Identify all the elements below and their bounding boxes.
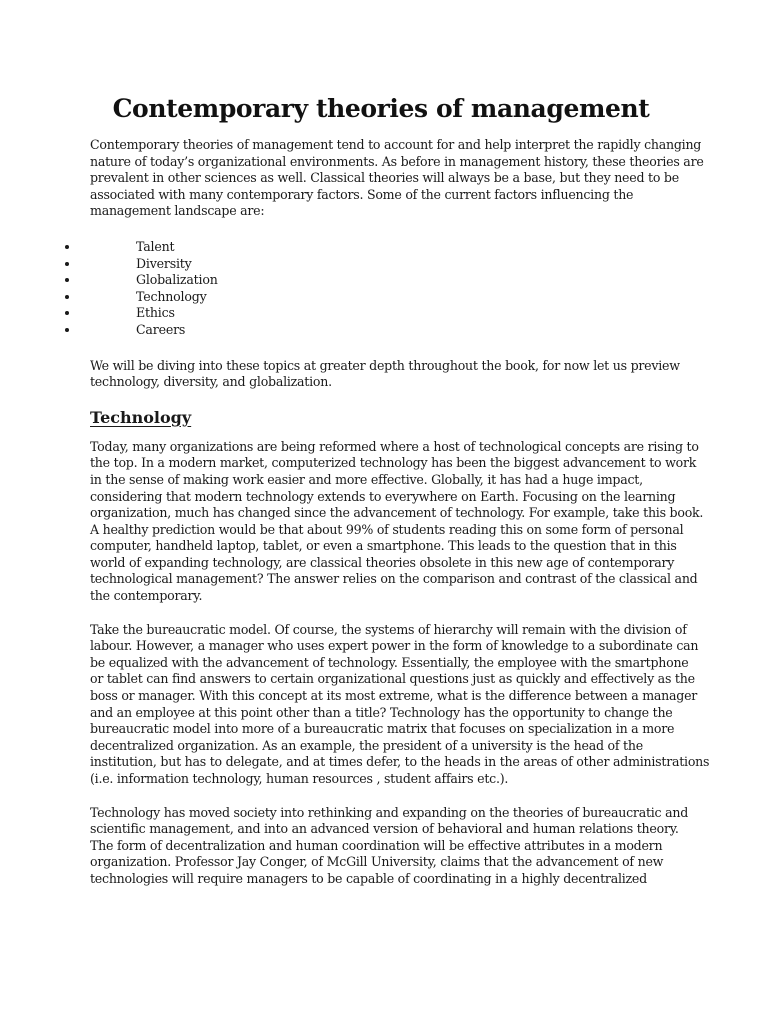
bullet-dot-icon bbox=[65, 262, 69, 266]
factor-label: Diversity bbox=[136, 255, 192, 271]
factor-label: Globalization bbox=[136, 272, 218, 288]
text-line: prevalent in other sciences as well. Classical theories will always be a base, but they need to be bbox=[90, 170, 679, 186]
technology-paragraph-3 bbox=[90, 804, 689, 888]
factor-label: Talent bbox=[136, 238, 175, 254]
text-line: We will be diving into these topics at greater depth throughout the book, for now let us preview bbox=[90, 357, 680, 373]
bullet-dot-icon bbox=[65, 245, 69, 249]
text-line: A healthy prediction would be that about 99% of students reading this on some form of personal bbox=[90, 521, 684, 537]
text-line: the top. In a modern market, computerized technology has been the biggest advancement to work bbox=[90, 455, 697, 471]
bullet-dot-icon bbox=[65, 295, 69, 299]
factor-label: Careers bbox=[136, 321, 186, 337]
text-line: world of expanding technology, are classical theories obsolete in this new age of contemporary bbox=[90, 554, 675, 570]
bullet-dot-icon bbox=[65, 328, 69, 332]
text-line: the contemporary. bbox=[90, 588, 203, 604]
text-line: computer, handheld laptop, tablet, or even a smartphone. This leads to the question that in this bbox=[90, 538, 677, 554]
text-line: scientific management, and into an advanced version of behavioral and human relations theory. bbox=[90, 821, 679, 837]
text-line: management landscape are: bbox=[90, 203, 265, 219]
section-heading-technology: Technology bbox=[90, 407, 192, 427]
factor-item bbox=[65, 272, 653, 289]
text-line: bureaucratic model into more of a bureaucratic matrix that focuses on specialization in a more bbox=[90, 721, 675, 737]
text-line: technology, diversity, and globalization. bbox=[90, 374, 332, 390]
text-line: technologies will require managers to be capable of coordinating in a highly decentralized bbox=[90, 870, 647, 886]
factor-item bbox=[65, 256, 653, 273]
text-line: Technology has moved society into rethinking and expanding on the theories of bureaucratic and bbox=[90, 804, 689, 820]
text-line: considering that modern technology extends to everywhere on Earth. Focusing on the learning bbox=[90, 488, 676, 504]
technology-paragraph-2 bbox=[90, 621, 710, 788]
text-line: Contemporary theories of management tend to account for and help interpret the rapidly changing bbox=[90, 137, 702, 152]
factor-label: Ethics bbox=[136, 305, 175, 321]
text-line: in the sense of making work easier and more effective. Globally, it has had a huge impact, bbox=[90, 471, 643, 487]
preview-paragraph bbox=[90, 358, 678, 391]
intro-paragraph bbox=[90, 137, 704, 220]
text-line: organization. Professor Jay Conger, of McGill University, claims that the advancement of new bbox=[90, 854, 664, 870]
document-body bbox=[90, 94, 710, 888]
factor-item bbox=[65, 289, 653, 306]
text-line: associated with many contemporary factors. Some of the current factors influencing the bbox=[90, 186, 634, 202]
bullet-dot-icon bbox=[65, 278, 69, 282]
text-line: Take the bureaucratic model. Of course, the systems of hierarchy will remain with the division of bbox=[90, 621, 687, 637]
text-line: or tablet can find answers to certain organizational questions just as quickly and effectively as the bbox=[90, 671, 695, 687]
text-line: boss or manager. With this concept at its most extreme, what is the difference between a manager bbox=[90, 688, 698, 704]
text-line: organization, much has changed since the advancement of technology. For example, take this book. bbox=[90, 505, 704, 521]
factor-item bbox=[65, 305, 653, 322]
text-line: labour. However, a manager who uses expert power in the form of knowledge to a subordinate can bbox=[90, 638, 699, 654]
text-line: and an employee at this point other than a title? Technology has the opportunity to change the bbox=[90, 704, 673, 720]
text-line: (i.e. information technology, human resources , student affairs etc.). bbox=[90, 771, 509, 786]
factor-label: Technology bbox=[136, 288, 207, 304]
text-line: decentralized organization. As an example, the president of a university is the head of the bbox=[90, 737, 643, 753]
page-title: Contemporary theories of management bbox=[112, 94, 650, 123]
factors-list bbox=[65, 239, 653, 339]
text-line: institution, but has to delegate, and at times defer, to the heads in the areas of other administrations bbox=[90, 754, 710, 770]
technology-paragraph-1 bbox=[90, 438, 704, 605]
text-line: technological management? The answer relies on the comparison and contrast of the classical and bbox=[90, 571, 698, 587]
text-line: Today, many organizations are being reformed where a host of technological concepts are rising to bbox=[90, 438, 699, 454]
text-line: nature of today’s organizational environments. As before in management history, these theories are bbox=[90, 153, 704, 169]
bullet-dot-icon bbox=[65, 311, 69, 315]
text-line: be equalized with the advancement of technology. Essentially, the employee with the smartphone bbox=[90, 654, 689, 670]
text-line: The form of decentralization and human coordination will be effective attributes in a modern bbox=[90, 837, 663, 853]
factor-item bbox=[65, 322, 653, 339]
factor-item bbox=[65, 239, 653, 256]
